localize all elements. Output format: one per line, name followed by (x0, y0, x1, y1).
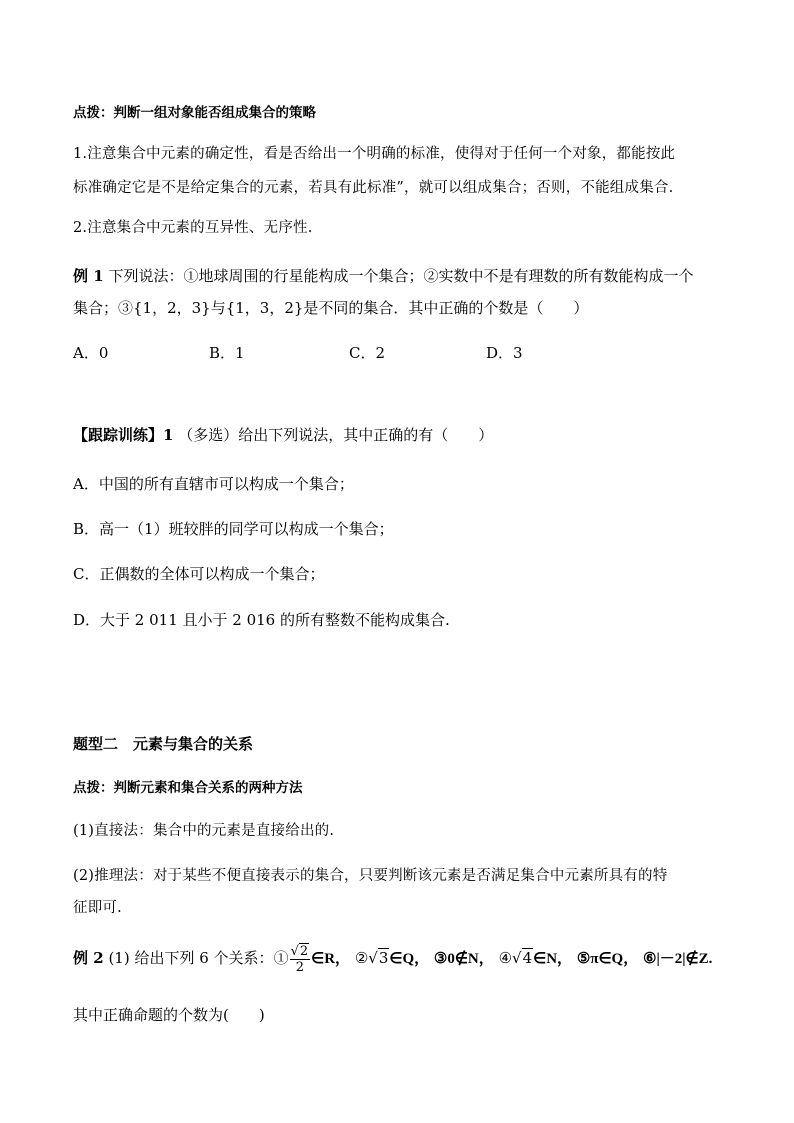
method-1-direct: (1)直接法：集合中的元素是直接给出的. (73, 823, 335, 839)
example-2-relations (73, 937, 712, 980)
example-2-intro: (1) 给出下列 6 个关系： (108, 949, 274, 967)
tip-paragraph-1-line-1: 1.注意集合中元素的确定性，看是否给出一个明确的标准，使得对于任何一个对象，都能按此 (73, 146, 676, 162)
example-1-option-b: B．1 (209, 344, 245, 362)
example-1-line-1 (73, 265, 693, 286)
relation-4-rel: ∈N， (533, 951, 573, 967)
relation-2-sqrt: √3 (368, 949, 389, 967)
example-2-label: 例 2 (73, 949, 104, 967)
tip-paragraph-2: 2.注意集合中元素的互异性、无序性. (73, 220, 313, 236)
relation-5: ⑤π∈Q， (576, 951, 639, 967)
fraction-numerator (290, 945, 311, 960)
sqrt-symbol: √2 (290, 943, 309, 959)
relation-1-rel: ∈R， (311, 951, 351, 967)
example-1-line-2: 集合；③{1，2，3}与{1，3，2}是不同的集合．其中正确的个数是（ ） (73, 299, 589, 317)
relation-3: ③0∉N， (433, 951, 494, 967)
relation-1-fraction (290, 945, 311, 974)
relation-2-mark: ② (354, 949, 369, 967)
example-1-option-a: A．0 (73, 344, 109, 362)
training-1-stem (73, 424, 493, 445)
tip-paragraph-1-line-2: 标准确定它是不是给定集合的元素，若具有此标准”，就可以组成集合；否则，不能组成集合. (73, 180, 674, 196)
example-2-question: 其中正确命题的个数为( ) (73, 1006, 265, 1024)
training-1-option-c: C．正偶数的全体可以构成一个集合； (73, 565, 325, 583)
example-1-option-d: D．3 (486, 344, 523, 362)
training-1-text: （多选）给出下列说法，其中正确的有（ ） (178, 426, 494, 444)
example-1-option-c: C．2 (349, 344, 386, 362)
tip-heading-set-strategy: 点拨：判断一组对象能否组成集合的策略 (73, 105, 316, 121)
training-1-option-a: A．中国的所有直辖市可以构成一个集合； (73, 475, 354, 493)
training-1-option-b: B．高一（1）班较胖的同学可以构成一个集合； (73, 520, 394, 538)
method-2-line-2: 征即可. (73, 900, 122, 916)
relation-2-rel: ∈Q， (389, 951, 430, 967)
training-1-label: 【跟踪训练】1 (73, 426, 174, 444)
training-1-option-d: D．大于 2 011 且小于 2 016 的所有整数不能构成集合. (73, 611, 450, 629)
relation-6: ⑥|－2|∉Z. (643, 951, 713, 967)
relation-4-mark: ④ (498, 949, 513, 967)
relation-4-sqrt: √4 (512, 949, 533, 967)
example-1-label: 例 1 (73, 267, 104, 285)
tip-heading-membership-methods: 点拨：判断元素和集合关系的两种方法 (73, 780, 303, 796)
fraction-denominator: 2 (295, 959, 304, 975)
method-2-line-1: (2)推理法：对于某些不便直接表示的集合，只要判断该元素是否满足集合中元素所具有的特 (73, 868, 668, 884)
example-1-text: 下列说法：①地球周围的行星能构成一个集合；②实数中不是有理数的所有数能构成一个 (108, 267, 694, 285)
section-2-title: 题型二 元素与集合的关系 (73, 735, 254, 753)
relation-1-mark: ① (273, 949, 289, 967)
